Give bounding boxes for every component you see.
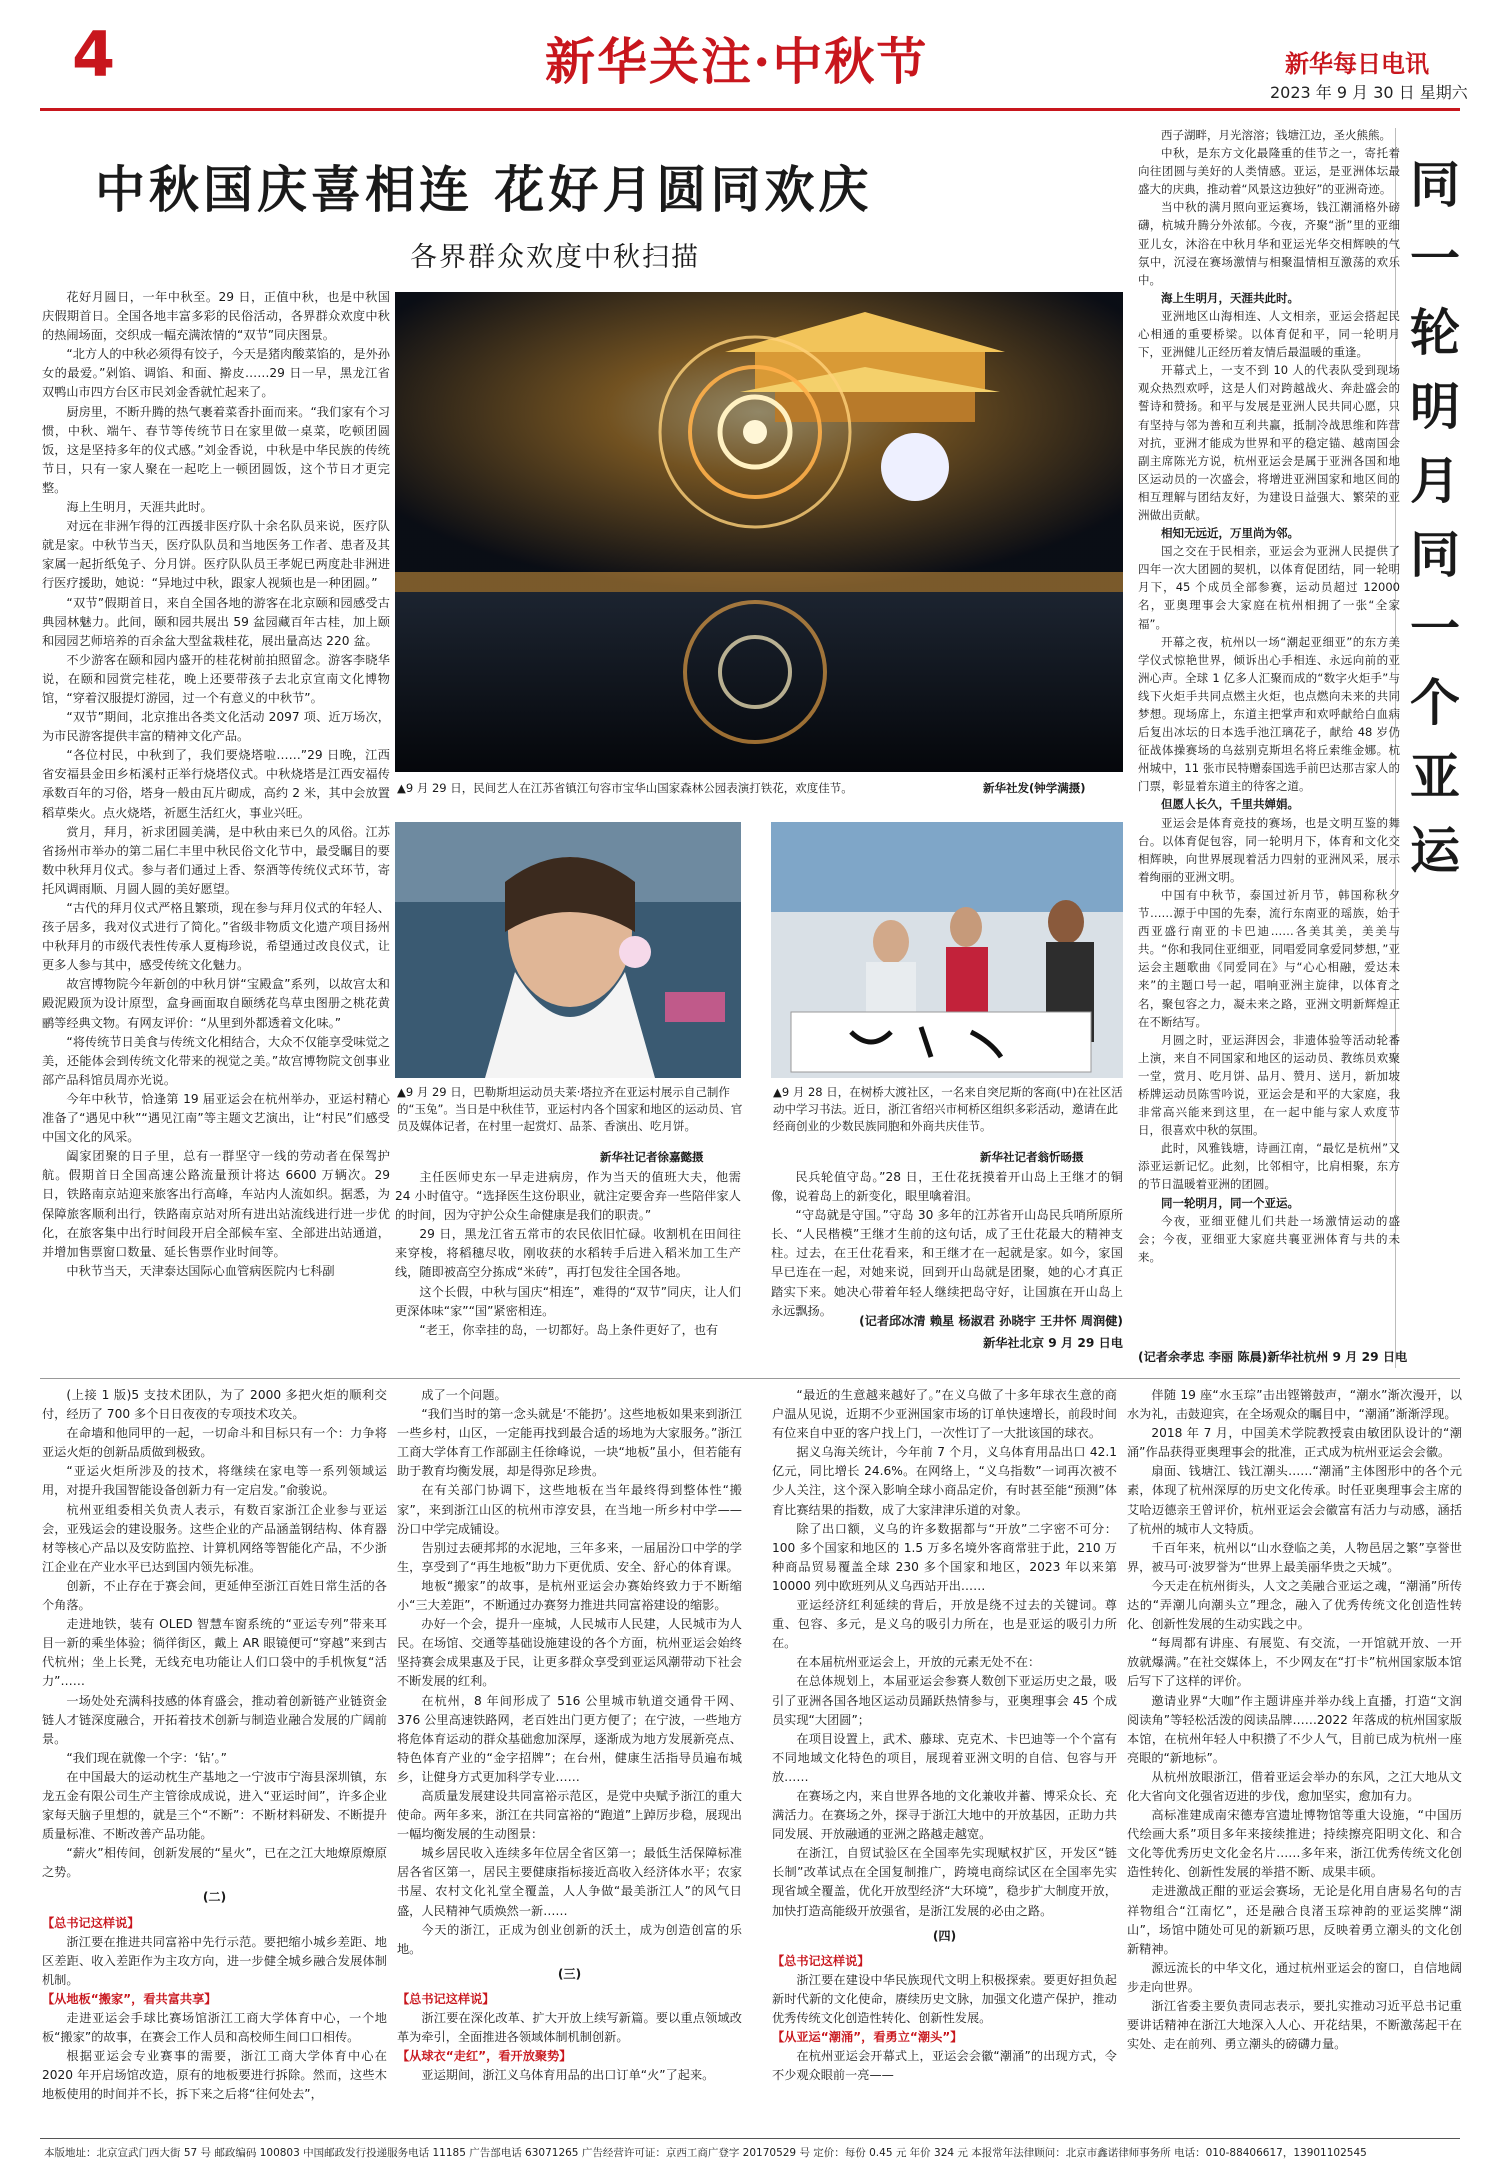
- mid-right-signature: (记者邱冰清 赖星 杨淑君 孙晓宇 王井怀 周润健): [859, 1314, 1123, 1328]
- paragraph: 在项目设置上，武术、藤球、克克术、卡巴迪等一个个富有不同地域文化特色的项目，展现着亚洲文明的自信、包容与开放……: [772, 1731, 1117, 1784]
- section-number: (二): [202, 1890, 227, 1905]
- paragraph: 国之交在于民相亲，亚运会为亚洲人民提供了四年一次大团圆的契机，以体育促团结，同一轮明月下，45 个成员全部参赛，运动员超过 12000 名，亚奥理事会大家庭在杭州相拥了一张“全家福”。: [1138, 544, 1400, 631]
- paragraph: “老王，你幸挂的岛，一切都好。岛上条件更好了，也有: [419, 1322, 719, 1337]
- newspaper-brand: 新华每日电讯: [1285, 50, 1429, 78]
- title-character: 轮: [1410, 303, 1460, 362]
- paragraph: 扇面、钱塘江、钱江潮头……“潮涌”主体图形中的各个元素，体现了杭州深厚的历史文化传承。时任亚奥理事会主席的艾哈迈德亲王曾评价，杭州亚运会会徽富有活力与动感，涵括了杭州的城市人文特质。: [1127, 1464, 1462, 1536]
- paragraph: 海上生明月，天涯共此时。: [66, 500, 213, 515]
- photo-iron-flower-performance: [395, 292, 1123, 772]
- paragraph: “我们现在就像一个字：‘钻’。”: [66, 1750, 227, 1765]
- photo-top-caption: ▲9 月 29 日，民间艺人在江苏省镇江句容市宝华山国家森林公园表演打铁花，欢度佳节。: [397, 781, 853, 795]
- sub-headline: 各界群众欢度中秋扫描: [410, 242, 700, 273]
- athlete-image: [395, 822, 741, 1078]
- paragraph: 亚洲地区山海相连、人文相亲，亚运会搭起民心相通的重要桥梁。以体育促和平，同一轮明月下，亚洲健儿正经历着友情后最温暖的重逢。: [1138, 308, 1400, 360]
- paragraph: 浙江省委主要负责同志表示，要扎实推动习近平总书记重要讲话精神在浙江大地深入人心、开花结果，不断激荡起干在实处、走在前列、勇立潮头的磅礴力量。: [1127, 1999, 1462, 2052]
- paragraph: 亚运会是体育竞技的赛场，也是文明互鉴的舞台。以体育促包容，同一轮明月下，体育和文化交相辉映，向世界展现着活力四射的亚洲风采，展示着绚丽的亚洲文明。: [1138, 815, 1400, 884]
- paragraph: 高质量发展建设共同富裕示范区，是党中央赋予浙江的重大使命。两年多来，浙江在共同富裕的“跑道”上踔厉步稳，展现出一幅均衡发展的生动图景：: [397, 1788, 742, 1842]
- paragraph: 亚运经济红利延续的背后，开放是绕不过去的关键词。尊重、包容、多元，是义乌的吸引力所在，也是亚运的吸引力所在。: [772, 1598, 1117, 1651]
- paragraph: 开幕式上，一支不到 10 人的代表队受到现场观众热烈欢呼，这是人们对跨越战火、奔赴盛会的誓诗和赞扬。和平与发展是亚洲人民共同心愿，只有坚持与邻为善和互利共赢，抵制冷战思维和阵营对抗，亚洲才能成为世界和平的稳定锚、越南国会副主席陈光方说，杭州亚运会是属于亚洲各国和地区运动员的一次盛会，将增进亚洲国家和地区间的相互理解与团结友好，为建设日益强大、繁荣的亚洲做出贡献。: [1138, 363, 1400, 522]
- vertical-commentary-title: [1405, 148, 1465, 888]
- quote-box-text: 浙江要在推进共同富裕中先行示范。要把缩小城乡差距、地区差距、收入差距作为主攻方向，进一步健全城乡融合发展体制机制。: [42, 1934, 387, 1987]
- paragraph: 中秋，是东方文化最隆重的佳节之一，寄托着向往团圆与美好的人类情感。亚运，是亚洲体坛最盛大的庆典，推动着“风景这边独好”的亚洲奇迹。: [1138, 146, 1400, 197]
- paragraph: 对远在非洲乍得的江西援非医疗队十余名队员来说，医疗队就是家。中秋节当天，医疗队队员和当地医务工作者、患者及其家属一起折纸兔子、分月饼。医疗队队员王孝妮已两度赴非洲进行医疗援助，她说：“异地过中秋，跟家人视频也是一种团圆。”: [42, 519, 390, 591]
- quote-box-text: 浙江要在深化改革、扩大开放上续写新篇。要以重点领域改革为牵引，全面推进各领域体制机制创新。: [397, 2011, 742, 2045]
- paragraph: 办好一个会，提升一座城，人民城市人民建，人民城市为人民。在场馆、交通等基础设施建设的各个方面，杭州亚运会始终坚持赛会成果惠及于民，让更多群众享受到亚运风潮带动下社会不断发展的红利。: [397, 1617, 742, 1689]
- paragraph: “最近的生意越来越好了。”在义乌做了十多年球衣生意的商户温从见说，近期不少亚洲国家市场的订单快速增长，前段时间有位来自中亚的客户找上门，一次性订了一大批该国的球衣。: [772, 1388, 1117, 1441]
- photo-calligraphy-activity: [771, 822, 1123, 1078]
- paragraph: 告别过去硬邦邦的水泥地，三年多来，一届届汾口中学的学生，享受到了“再生地板”助力下更优质、安全、舒心的体育课。: [397, 1540, 742, 1574]
- photo-right-credit: 新华社记者翁忻旸摄: [980, 1150, 1084, 1164]
- paragraph: 在杭州亚运会开幕式上，亚运会会徽“潮涌”的出现方式，令不少观众眼前一亮——: [772, 2049, 1117, 2083]
- paragraph: “守岛就是守国。”守岛 30 多年的江苏省开山岛民兵哨所原所长、“人民楷模”王继才生前的这句话，成了王仕花最大的精神支柱。过去，在王仕花看来，和王继才在一起就是家。如今，家国早已连在一起，对她来说，回到开山岛就是团聚，她的心才真正踏实下来。她决心带着年轻人继续把岛守好，让国旗在开山岛上永远飘扬。: [771, 1208, 1123, 1318]
- paragraph: 今年中秋节，恰逢第 19 届亚运会在杭州举办，亚运村精心准备了“遇见中秋”“遇见江南”等主题文艺演出，让“村民”们感受中国文化的风采。: [42, 1091, 390, 1145]
- paragraph: 主任医师史东一早走进病房，作为当天的值班大夫，他需 24 小时值守。“选择医生这份职业，就注定要舍弃一些陪伴家人的时间，因为守护公众生命健康是我们的职责。”: [395, 1170, 741, 1223]
- title-character: 个: [1410, 673, 1460, 732]
- title-character: 一: [1410, 599, 1460, 658]
- paragraph: 源远流长的中华文化，通过杭州亚运会的窗口，自信地阔步走向世界。: [1127, 1960, 1462, 1994]
- continuation-column-3: [772, 1386, 1117, 2134]
- footer-info: 本版地址：北京宣武门西大街 57 号 邮政编码 100803 中国邮政发行投递服务电话 11185 广告部电话 63071265 广告经营许可证：京西工商广登字 20170529 号 定价：每份 0.45 元 年价 324 元 本报常年法律顾问：北京市鑫诺律师事务所 电话：010-88406617，13901102545: [44, 2147, 1367, 2159]
- paragraph: 在有关部门协调下，这些地板在当年最终得到整体性“搬家”，来到浙江山区的杭州市淳安县，在当地一所乡村中学——汾口中学完成铺设。: [397, 1483, 742, 1536]
- paragraph: “北方人的中秋必须得有饺子，今天是猪肉酸菜馅的，是外孙女的最爱。”剁馅、调馅、和面、擀皮……29 日一早，黑龙江省双鸭山市四方台区市民刘金香就忙起来了。: [42, 347, 390, 400]
- paragraph: 同一轮明月，同一个亚运。: [1161, 1195, 1299, 1210]
- paragraph: 29 日，黑龙江省五常市的农民依旧忙碌。收割机在田间往来穿梭，将稻穗尽收，刚收获的水稻转手后进入稻米加工生产线，随即被高空分拣成“米砖”，再打包发往全国各地。: [395, 1227, 741, 1280]
- title-character: 亚: [1410, 747, 1460, 806]
- paragraph: 厨房里，不断升腾的热气裹着菜香扑面而来。“我们家有个习惯，中秋、端午、春节等传统节日在家里做一桌菜，吃顿团圆饭，这是坚持多年的仪式感。”刘金香说，中秋是中华民族的传统节日，只有一家人聚在一起吃上一顿团圆饭，这个节日才更完整。: [42, 404, 390, 495]
- continuation-column-4: [1127, 1386, 1462, 2134]
- title-character: 同: [1410, 525, 1460, 584]
- paragraph: 今夜，亚细亚健儿们共赴一场激情运动的盛会；今夜，亚细亚大家庭共襄亚洲体育与共的未来。: [1138, 1213, 1400, 1264]
- paragraph: 故宫博物院今年新创的中秋月饼“宝殿盒”系列，以故宫太和殿泥殿顶为设计原型，盒身画面取自颐绣花鸟草虫图册之桃花黄鹂等经典文物。有网友评价：“从里到外都透着文化味。”: [42, 977, 390, 1030]
- paragraph: 在中国最大的运动枕生产基地之一宁波市宁海县深圳镇，东龙五金有限公司生产主管徐成成说，进入“亚运时间”，许多企业家每天脑子里想的，就是三个“不断”：不断材料研发、不断提升质量标准、不断改善产品功能。: [42, 1769, 387, 1842]
- paragraph: 中秋节当天，天津泰达国际心血管病医院内七科副: [66, 1263, 335, 1278]
- paragraph: 在浙江，自贸试验区在全国率先实现赋权扩区，开发区“链长制”改革试点在全国复制推广，跨境电商综试区在全国率先实现省域全覆盖，优化开放型经济“大环境”，稳步扩大制度开放，加快打造高能级开放强省，是浙江发展的必由之路。: [772, 1846, 1117, 1918]
- paragraph: 走进亚运会手球比赛场馆浙江工商大学体育中心，一个地板“搬家”的故事，在赛会工作人员和高校师生间口口相传。: [42, 2011, 387, 2045]
- paragraph: 海上生明月，天涯共此时。: [1161, 290, 1299, 305]
- subsection-heading: 【从球衣“走红”，看开放聚势】: [397, 2049, 572, 2064]
- title-character: 月: [1410, 451, 1460, 510]
- main-headline: 中秋国庆喜相连 花好月圆同欢庆: [95, 160, 873, 219]
- article-mid-right-column: [771, 1168, 1123, 1328]
- paragraph: “我们当时的第一念头就是‘不能扔’。这些地板如果来到浙江一些乡村，山区，一定能再找到最合适的场地为大家服务。”浙江工商大学体育工作部副主任徐峰说，一块“地板”虽小，但若能有助于教育均衡发展，却是得弥足珍贵。: [397, 1407, 742, 1479]
- paragraph: 从杭州放眼浙江，借着亚运会举办的东风，之江大地从文化大省向文化强省迈进的步伐，愈加坚实，愈加有力。: [1127, 1769, 1462, 1803]
- paragraph: 地板“搬家”的故事，是杭州亚运会办赛始终致力于不断缩小“三大差距”，不断通过办赛努力推进共同富裕建设的缩影。: [397, 1578, 742, 1613]
- paragraph: 在本届杭州亚运会上，开放的元素无处不在：: [796, 1655, 1041, 1670]
- commentary-signature: (记者余孝忠 李丽 陈晨)新华社杭州 9 月 29 日电: [1138, 1350, 1408, 1364]
- paragraph: 西子湖畔，月光溶溶；钱塘江边，圣火熊熊。: [1161, 128, 1391, 142]
- paragraph: 但愿人长久，千里共婵娟。: [1161, 797, 1299, 812]
- iron-flower-image: [395, 292, 1123, 772]
- title-character: 运: [1410, 821, 1460, 880]
- photo-right-caption: ▲9 月 28 日，在树桥大渡社区，一名来自突尼斯的客商(中)在社区活动中学习书法。近日，浙江省绍兴市柯桥区组织多彩活动，邀请在此经商创业的少数民族同胞和外商共庆佳节。: [773, 1085, 1123, 1133]
- section-masthead: 新华关注·中秋节: [545, 32, 929, 91]
- paragraph: 千百年来，杭州以“山水登临之美，人物邑居之繁”享誉世界，被马可·波罗誉为“世界上最美丽华贵之天城”。: [1127, 1540, 1462, 1574]
- photo-palestine-athlete: [395, 822, 741, 1078]
- paragraph: 此时，风雅钱塘，诗画江南，“最忆是杭州”又添亚运新记忆。此刻，比邻相守，比肩相聚，东方的节日温暖着亚洲的团圆。: [1138, 1141, 1400, 1192]
- header-rule: [40, 108, 1460, 111]
- quote-box-text: 浙江要在建设中华民族现代文明上积极探索。要更好担负起新时代新的文化使命，赓续历史文脉，加强文化遗产保护，推动优秀传统文化创造性转化、创新性发展。: [772, 1972, 1117, 2025]
- paragraph: 今天的浙江，正成为创业创新的沃土，成为创造创富的乐地。: [397, 1922, 742, 1956]
- paragraph: 当中秋的满月照向亚运赛场，钱江潮涌格外磅礴，杭城升腾分外浓郁。今夜，齐聚“浙”里的亚细亚儿女，沐浴在中秋月华和亚运光华交相辉映的气氛中，沉浸在赛场激情与相聚温情相互激荡的欢乐中。: [1138, 200, 1400, 287]
- paragraph: 2018 年 7 月，中国美术学院教授袁由敏团队设计的“潮涌”作品获得亚奥理事会的批准，正式成为杭州亚运会会徽。: [1127, 1426, 1462, 1460]
- paragraph: 民兵轮值守岛。”28 日，王仕花抚摸着开山岛上王继才的铜像，说着岛上的新变化，眼里噙着泪。: [771, 1170, 1123, 1204]
- paragraph: 成了一个问题。: [421, 1388, 507, 1402]
- footer-rule: [40, 2138, 1460, 2139]
- paragraph: 不少游客在颐和园内盛开的桂花树前拍照留念。游客李晓华说，在颐和园赏完桂花，晚上还要带孩子去北京宣南文化博物馆，“穿着汉服提灯游园，过一个有意义的中秋节”。: [42, 652, 390, 705]
- quote-box-heading: 【总书记这样说】: [772, 1953, 870, 1968]
- paragraph: 今天走在杭州街头，人文之美融合亚运之魂，“潮涌”所传达的“弄潮儿向潮头立”理念，融入了优秀传统文化创造性转化、创新性发展的生动实践之中。: [1127, 1578, 1462, 1632]
- paragraph: 在赛场之内，来自世界各地的文化兼收并蓄、博采众长、充满活力。在赛场之外，探寻于浙江大地中的开放基因，正助力共同发展、开放融通的亚洲之路越走越宽。: [772, 1788, 1117, 1842]
- paragraph: “薪火”相传间，创新发展的“星火”，已在之江大地燎原燎原之势。: [42, 1846, 387, 1880]
- paragraph: 相知无远近，万里尚为邻。: [1161, 526, 1299, 541]
- paragraph: 赏月，拜月，祈求团圆美满，是中秋由来已久的风俗。江苏省扬州市举办的第二届仁丰里中秋民俗文化节中，最受瞩目的要数中秋拜月仪式。参与者们通过上香、祭酒等传统仪式环节，寄托风调雨顺、月圆人圆的美好愿望。: [42, 824, 390, 896]
- paragraph: 高标准建成南宋德寿宫遗址博物馆等重大设施，“中国历代绘画大系”项目多年来接续推进；持续擦亮阳明文化、和合文化等优秀历史文化金名片……多年来，浙江优秀传统文化创造性转化、创新性发展的举措不断、成果丰硕。: [1127, 1808, 1462, 1880]
- continuation-column-1: [42, 1386, 387, 2134]
- paragraph: 月圆之时，亚运湃因会，非遗体验等活动轮番上演，来自不同国家和地区的运动员、教练员欢聚一堂，赏月、吃月饼、品月、赞月、送月，新加坡桥牌运动员陈雪吟说，亚运会是和平的大家庭，我非常高兴能来到这里，在一起中能与家人欢度节日，很喜欢中秋的氛围。: [1138, 1032, 1400, 1138]
- paragraph: 邀请业界“大咖”作主题讲座并举办线上直播，打造“文润阅读角”等轻松活泼的阅读品牌……2022 年落成的杭州国家版本馆，在杭州年轻人中积攒了不少人气，目前已成为杭州一座亮眼的“新地标”。: [1127, 1693, 1462, 1765]
- paragraph: “每周都有讲座、有展览、有交流，一开馆就开放、一开放就爆满。”在社交媒体上，不少网友在“打卡”杭州国家版本馆后写下了这样的评价。: [1127, 1636, 1462, 1689]
- section-rule: [40, 1378, 1460, 1379]
- paragraph: “将传统节日美食与传统文化相结合，大众不仅能享受味觉之美，还能体会到传统文化带来的视觉之美。”故宫博物院文创事业部产品科馆员周亦光说。: [42, 1034, 390, 1087]
- publication-date: 2023 年 9 月 30 日 星期六: [1270, 83, 1468, 102]
- paragraph: 据义乌海关统计，今年前 7 个月，义乌体育用品出口 42.1 亿元，同比增长 24.6%。在网络上，“义乌指数”一词再次被不少人关注，这个深入影响全球小商品定价，有时甚至能“预测”体育比赛结果的指数，成了大家津津乐道的对象。: [772, 1445, 1117, 1517]
- paragraph: (上接 1 版)5 支技术团队，为了 2000 多把火炬的顺利交付，经历了 700 多个日日夜夜的专项技术攻关。: [42, 1388, 387, 1422]
- title-character: 同: [1410, 155, 1460, 214]
- paragraph: “亚运火炬所涉及的技术，将继续在家电等一系列领域运用，对提升我国智能设备创新力有一定启发。”俞骏说。: [42, 1464, 387, 1498]
- subsection-heading: 【从地板“搬家”，看共富共享】: [42, 1991, 217, 2006]
- paragraph: 花好月圆日，一年中秋至。29 日，正值中秋，也是中秋国庆假期首日。全国各地丰富多彩的民俗活动，各界群众欢度中秋的热闹场面，交织成一幅充满浓情的“双节”同庆图景。: [42, 290, 390, 343]
- title-character: 一: [1410, 229, 1460, 288]
- article-mid-left-column: [395, 1168, 741, 1366]
- commentary-column: [1138, 126, 1400, 1366]
- paragraph: 走进地铁，装有 OLED 智慧车窗系统的“亚运专列”带来耳目一新的乘坐体验；徜徉街区，戴上 AR 眼镜便可“穿越”来到古代杭州；坐上长凳，无线充电功能让人们口袋中的手机恢复“活力”……: [42, 1617, 387, 1689]
- paragraph: 一场处处充满科技感的体育盛会，推动着创新链产业链资金链人才链深度融合，开拓着技术创新与制造业融合发展的广阔前景。: [42, 1693, 387, 1746]
- paragraph: “各位村民，中秋到了，我们要烧塔啦……”29 日晚，江西省安福县金田乡柘溪村正举行烧塔仪式。中秋烧塔是江西安福传承数百年的习俗，塔身一般由瓦片砌成，高约 2 米，其中会放置稻草柴火。点火烧塔，祈愿生活红火，事业兴旺。: [42, 748, 390, 820]
- quote-box-heading: 【总书记这样说】: [397, 1991, 495, 2006]
- paragraph: 这个长假，中秋与国庆“相连”，难得的“双节”同庆，让人们更深体味“家”“国”紧密相连。: [395, 1284, 741, 1318]
- paragraph: 根据亚运会专业赛事的需要，浙江工商大学体育中心在 2020 年开启场馆改造，原有的地板要进行拆除。然而，这些木地板使用的时间并不长，拆下来之后将“往何处去”，: [42, 2049, 387, 2102]
- calligraphy-image: [771, 822, 1123, 1078]
- quote-box-heading: 【总书记这样说】: [42, 1915, 140, 1930]
- section-number: (三): [557, 1966, 582, 1981]
- section-number: (四): [932, 1928, 957, 1943]
- paragraph: 在命墙和他同甲的一起，一切命斗和目标只有一个：力争将亚运火炬的创新品质做到极致。: [42, 1426, 387, 1460]
- article-left-column: [42, 288, 390, 1366]
- paragraph: 亚运期间，浙江义乌体育用品的出口订单“火”了起来。: [421, 2068, 715, 2083]
- paragraph: 除了出口额，义乌的许多数据都与“开放”二字密不可分：100 多个国家和地区的 1.5 万多名境外客商常驻于此，210 万种商品贸易覆盖全球 230 多个国家和地区，2023 年以来第 10000 列中欧班列从义乌西站开出……: [772, 1521, 1117, 1593]
- subsection-heading: 【从亚运“潮涌”，看勇立“潮头”】: [772, 2030, 963, 2045]
- paragraph: 阖家团聚的日子里，总有一群坚守一线的劳动者在保驾护航。假期首日全国高速公路流量预计将达 6600 万辆次。29 日，铁路南京站迎来旅客出行高峰，车站内人流如织。据悉，为保障旅客顺利出行，铁路南京站对所有进出站流线进行进一步优化，在旅客集中出行时间段开启全部候车室、全部进出站通道，并增加售票窗口数量、延长售票作业时间等。: [42, 1149, 390, 1259]
- paragraph: “双节”期间，北京推出各类文化活动 2097 项、近万场次，为市民游客提供丰富的精神文化产品。: [42, 710, 390, 744]
- mid-right-dateline: 新华社北京 9 月 29 日电: [983, 1336, 1123, 1350]
- photo-top-credit: 新华社发(钟学满摄): [983, 781, 1086, 795]
- paragraph: 在总体规划上，本届亚运会参赛人数创下亚运历史之最，吸引了亚洲各国各地区运动员踊跃热情参与，亚奥理事会 45 个成员实现“大团圆”；: [772, 1674, 1117, 1727]
- photo-left-credit: 新华社记者徐嘉懿摄: [600, 1150, 704, 1164]
- title-character: 明: [1410, 377, 1460, 436]
- paragraph: 伴随 19 座“水玉琮”击出铿锵鼓声，“潮水”渐次漫开，以水为礼，击鼓迎宾，在全场观众的瞩目中，“潮涌”渐渐浮现。: [1127, 1388, 1462, 1422]
- photo-left-caption: ▲9 月 29 日，巴勒斯坦运动员夫莱·塔拉齐在亚运村展示自己制作的“玉兔”。当日是中秋佳节，亚运村内各个国家和地区的运动员、官员及媒体记者，在村里一起赏灯、品茶、香演出、吃月饼。: [397, 1085, 743, 1133]
- paragraph: 在杭州，8 年间形成了 516 公里城市轨道交通骨干网、376 公里高速铁路网，老百姓出门更方便了；在宁波，一些地方将危体育运动的群众基础愈加深厚，逐渐成为地方发展新亮点、特色体育产业的“金字招牌”；在台州，健康生活指导员遍布城乡，让健身方式更加科学专业……: [397, 1693, 742, 1784]
- paragraph: 开幕之夜，杭州以一场“潮起亚细亚”的东方美学仪式惊艳世界，倾诉出心手相连、永远向前的亚洲心声。全球 1 亿多人汇聚而成的“数字火炬手”与线下火炬手共同点燃主火炬，也点燃向未来的共同梦想。现场席上，东道主把掌声和欢呼献给白血病后复出冰坛的日本选手池江璃花子，献给 48 岁仍征战体操赛场的乌兹别克斯坦名将丘索维金娜。杭州城中，11 张市民特赠泰国选手前巴达那吉家人的门票，彰显着东道主的待客之道。: [1138, 634, 1400, 794]
- paragraph: 走进激战正酣的亚运会赛场，无论是化用自唐易名句的吉祥物组合“江南忆”，还是融合良渚玉琮神韵的亚运奖牌“湖山”，场馆中随处可见的新颖巧思，反映着勇立潮头的文化创新精神。: [1127, 1884, 1462, 1956]
- paragraph: 中国有中秋节，泰国过祈月节，韩国称秋夕节……源于中国的先秦，流行东南亚的瑶族，始于西亚盛行南亚的卡巴迪……各美其美，美美与共。“你和我同住亚细亚，同唱爱同拿爱同梦想，”亚运会主题歌曲《同爱同在》与“心心相融，爱达未来”的主题口号一起，唱响亚洲主旋律，以体育之名，聚包容之力，凝未来之路，亚洲文明新辉煌正在不断结写。: [1138, 887, 1400, 1029]
- continuation-column-2: [397, 1386, 742, 2134]
- paragraph: “双节”假期首日，来自全国各地的游客在北京颐和园感受古典园林魅力。此间，颐和园共展出 59 盆园藏百年古桂，加上颐和园园艺师培养的百余盆大型盆栽桂花，展出量高达 220 盆。: [42, 595, 390, 648]
- paragraph: 创新，不止存在于赛会间，更延伸至浙江百姓日常生活的各个角落。: [42, 1578, 387, 1613]
- paragraph: “古代的拜月仪式严格且繁琐，现在参与拜月仪式的年轻人、孩子居多，我对仪式进行了简化。”省级非物质文化遗产项目扬州中秋拜月的市级代表性传承人夏梅珍说，希望通过改良仪式，让更多人参与其中，感受传统文化魅力。: [42, 901, 390, 973]
- paragraph: 杭州亚组委相关负责人表示，有数百家浙江企业参与亚运会，亚残运会的建设服务。这些企业的产品涵盖钢结构、体育器材等核心产品以及安防监控、计算机网络等智能化产品，不少浙江企业在产业水平已达到国内领先标准。: [42, 1502, 387, 1574]
- paragraph: 城乡居民收入连续多年位居全省区第一；最低生活保障标准居各省区第一，居民主要健康指标接近高收入经济体水平；农家书屋、农村文化礼堂全覆盖，人人争做“最美浙江人”的风气日盛，人民精神气质焕然一新……: [397, 1846, 742, 1918]
- page-number: 4: [72, 18, 116, 91]
